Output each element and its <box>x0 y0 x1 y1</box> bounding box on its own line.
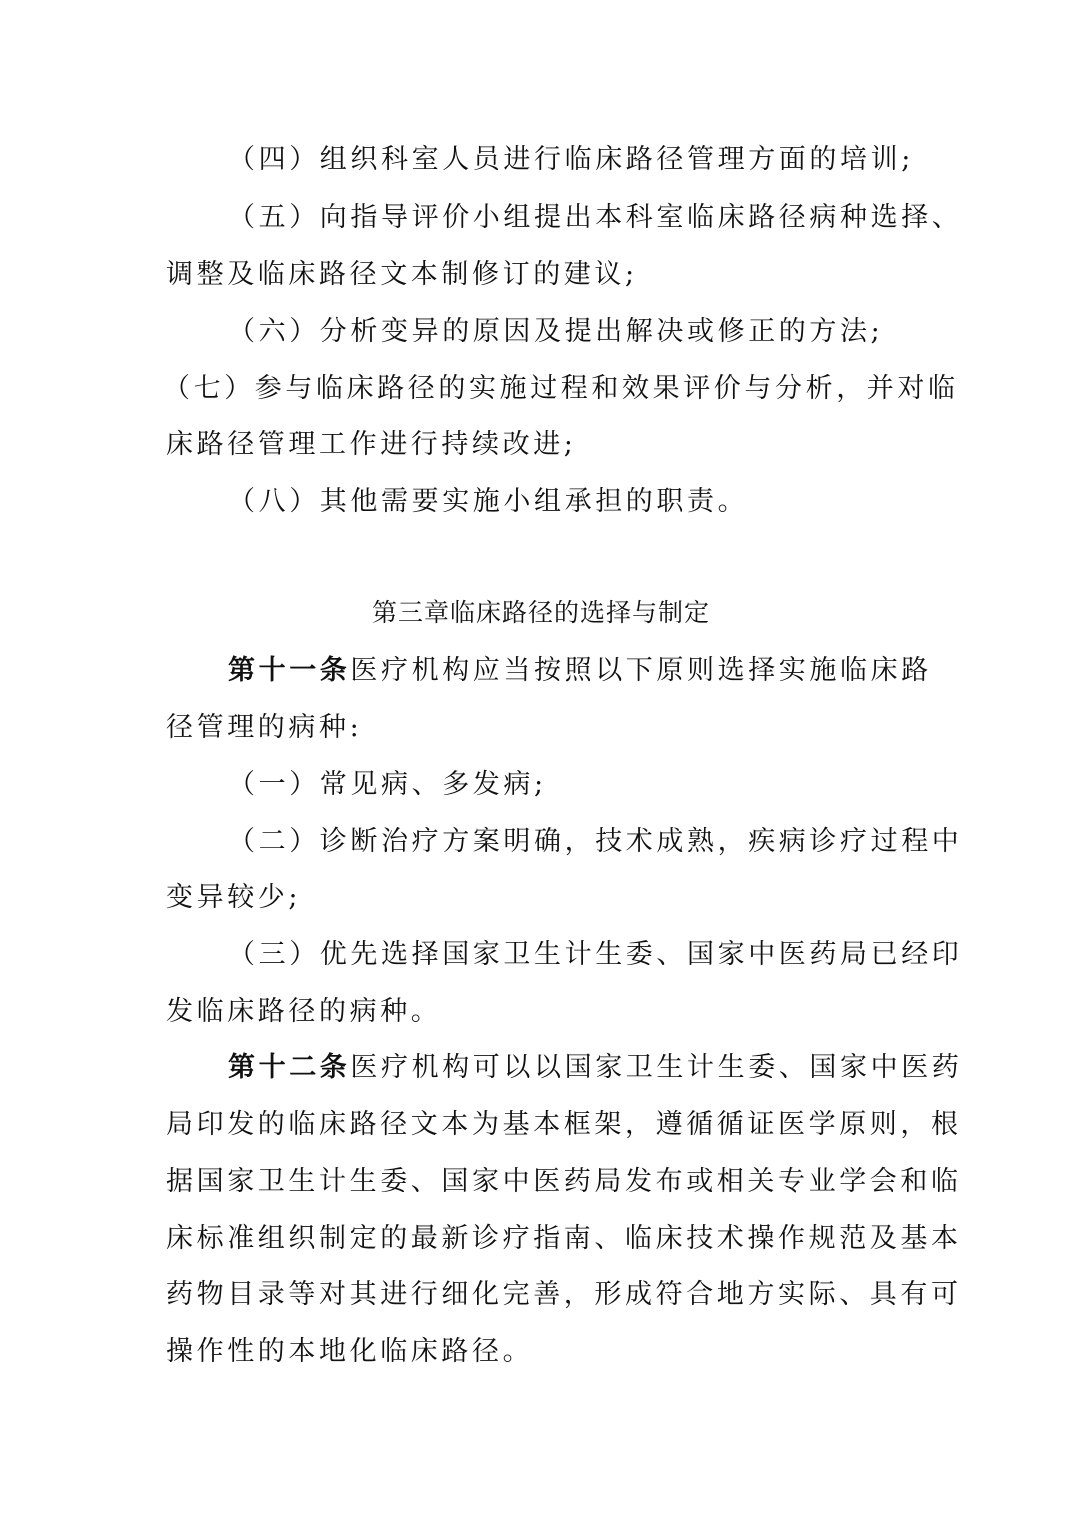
article-11-item-2: （二）诊断治疗方案明确，技术成熟，疾病诊疗过程中 <box>228 826 963 857</box>
list-item-4: （四）组织科室人员进行临床路径管理方面的培训; <box>228 144 914 175</box>
article-11-item-3: （三）优先选择国家卫生计生委、国家中医药局已经印 <box>228 939 963 970</box>
article-12-line-6: 操作性的本地化临床路径。 <box>166 1336 534 1367</box>
article-12-line-3: 据国家卫生计生委、国家中医药局发布或相关专业学会和临 <box>166 1166 962 1197</box>
article-12-line-2: 局印发的临床路径文本为基本框架，遵循循证医学原则，根 <box>166 1109 962 1140</box>
list-item-5-continued: 调整及临床路径文本制修订的建议; <box>166 259 638 290</box>
list-item-8: （八）其他需要实施小组承担的职责。 <box>228 486 749 517</box>
article-11-item-1: （一）常见病、多发病; <box>228 769 547 800</box>
list-item-5: （五）向指导评价小组提出本科室临床路径病种选择、 <box>228 202 963 233</box>
article-12-line-5: 药物目录等对其进行细化完善，形成符合地方实际、具有可 <box>166 1279 962 1310</box>
article-11-line-2: 径管理的病种: <box>166 712 363 743</box>
list-item-7: （七）参与临床路径的实施过程和效果评价与分析，并对临 <box>163 373 959 404</box>
article-12-text: 医疗机构可以以国家卫生计生委、国家中医药 <box>350 1052 963 1083</box>
article-12-line-4: 床标准组织制定的最新诊疗指南、临床技术操作规范及基本 <box>166 1223 962 1254</box>
article-11-label: 第十一条 <box>228 655 351 686</box>
list-item-7-continued: 床路径管理工作进行持续改进; <box>166 429 577 460</box>
article-11-item-3-continued: 发临床路径的病种。 <box>166 996 442 1027</box>
list-item-6: （六）分析变异的原因及提出解决或修正的方法; <box>228 316 884 347</box>
article-12-line-1 <box>228 1048 963 1088</box>
article-11-item-2-continued: 变异较少; <box>166 882 302 913</box>
article-11-line-1 <box>228 651 932 691</box>
article-12-label: 第十二条 <box>228 1052 351 1083</box>
article-11-text: 医疗机构应当按照以下原则选择实施临床路 <box>350 655 932 686</box>
chapter-title: 第三章临床路径的选择与制定 <box>371 598 710 627</box>
